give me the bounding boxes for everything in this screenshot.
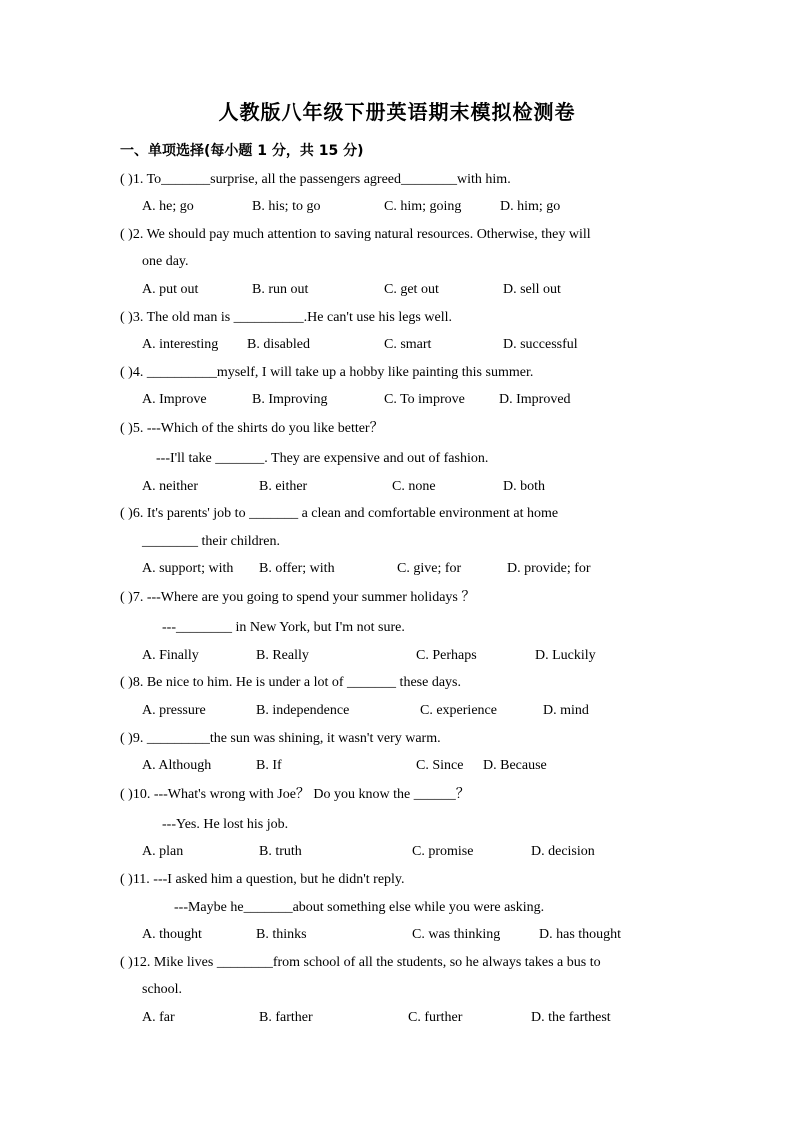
question-10-option-a: A. plan (142, 844, 184, 859)
question-11-option-d: D. has thought (539, 927, 622, 942)
question-12-stem: ( )12. Mike lives ________from school of all the students, so he always takes a bus to (120, 955, 601, 970)
question-4-option-b: B. Improving (252, 392, 328, 407)
question-9-option-b: B. If (256, 758, 282, 773)
question-5-option-d: D. both (503, 479, 545, 494)
question-3-option-b: B. disabled (247, 337, 310, 352)
question-10-option-d: D. decision (531, 844, 595, 859)
question-3-option-d: D. successful (503, 337, 578, 352)
question-10-dialogue: ---Yes. He lost his job. (162, 817, 289, 832)
question-6-option-d: D. provide; for (507, 561, 591, 576)
question-5-stem: ( )5. ---Which of the shirts do you like better？ (120, 421, 384, 436)
question-2-stem: ( )2. We should pay much attention to saving natural resources. Otherwise, they will (120, 227, 591, 242)
question-6-option-a: A. support; with (142, 561, 234, 576)
question-11-stem: ( )11. ---I asked him a question, but he didn't reply. (120, 872, 405, 887)
question-8-option-d: D. mind (543, 703, 589, 718)
question-4-option-c: C. To improve (384, 392, 465, 407)
question-1-stem: ( )1. To_______surprise, all the passengers agreed________with him. (120, 172, 511, 187)
question-9-option-a: A. Although (142, 758, 212, 773)
question-6-option-c: C. give; for (397, 561, 462, 576)
question-3-option-c: C. smart (384, 337, 432, 352)
question-7-option-d: D. Luckily (535, 648, 596, 663)
question-7-option-a: A. Finally (142, 648, 199, 663)
question-10-option-b: B. truth (259, 844, 302, 859)
question-3-stem: ( )3. The old man is __________.He can't use his legs well. (120, 310, 452, 325)
question-5-option-c: C. none (392, 479, 436, 494)
question-10-stem: ( )10. ---What's wrong with Joe？ Do you know the ______？ (120, 787, 470, 802)
question-7-option-c: C. Perhaps (416, 648, 477, 663)
question-11-option-b: B. thinks (256, 927, 307, 942)
question-8-stem: ( )8. Be nice to him. He is under a lot of _______ these days. (120, 675, 461, 690)
question-1-option-b: B. his; to go (252, 199, 321, 214)
question-12-option-a: A. far (142, 1010, 175, 1025)
question-4-option-d: D. Improved (499, 392, 571, 407)
question-8-option-c: C. experience (420, 703, 497, 718)
question-2-continuation: one day. (142, 254, 189, 269)
question-12-option-b: B. farther (259, 1010, 313, 1025)
question-12-option-c: C. further (408, 1010, 463, 1025)
question-1-option-d: D. him; go (500, 199, 561, 214)
question-9-option-d: D. Because (483, 758, 547, 773)
section-heading: 一、单项选择(每小题 1 分，共 15 分) (120, 143, 364, 159)
question-11-option-c: C. was thinking (412, 927, 501, 942)
question-2-option-b: B. run out (252, 282, 309, 297)
question-11-option-a: A. thought (142, 927, 202, 942)
question-6-option-b: B. offer; with (259, 561, 335, 576)
question-10-option-c: C. promise (412, 844, 474, 859)
question-12-option-d: D. the farthest (531, 1010, 611, 1025)
question-1-option-c: C. him; going (384, 199, 462, 214)
question-3-option-a: A. interesting (142, 337, 219, 352)
question-2-option-d: D. sell out (503, 282, 561, 297)
question-2-option-a: A. put out (142, 282, 199, 297)
question-1-option-a: A. he; go (142, 199, 194, 214)
question-7-option-b: B. Really (256, 648, 309, 663)
page-title: 人教版八年级下册英语期末模拟检测卷 (218, 100, 576, 124)
question-8-option-a: A. pressure (142, 703, 206, 718)
question-9-option-c: C. Since (416, 758, 464, 773)
question-4-stem: ( )4. __________myself, I will take up a hobby like painting this summer. (120, 365, 534, 380)
question-5-dialogue: ---I'll take _______. They are expensive and out of fashion. (156, 451, 489, 466)
question-8-option-b: B. independence (256, 703, 350, 718)
question-4-option-a: A. Improve (142, 392, 207, 407)
question-11-dialogue: ---Maybe he_______about something else while you were asking. (174, 900, 545, 915)
question-6-stem: ( )6. It's parents' job to _______ a clean and comfortable environment at home (120, 506, 559, 521)
question-9-stem: ( )9. _________the sun was shining, it wasn't very warm. (120, 731, 441, 746)
question-6-continuation: ________ their children. (142, 534, 281, 549)
question-2-option-c: C. get out (384, 282, 439, 297)
question-7-stem: ( )7. ---Where are you going to spend your summer holidays ？ (120, 590, 476, 605)
question-5-option-a: A. neither (142, 479, 198, 494)
question-12-continuation: school. (142, 982, 183, 997)
question-5-option-b: B. either (259, 479, 308, 494)
question-7-dialogue: ---________ in New York, but I'm not sure. (162, 620, 405, 635)
